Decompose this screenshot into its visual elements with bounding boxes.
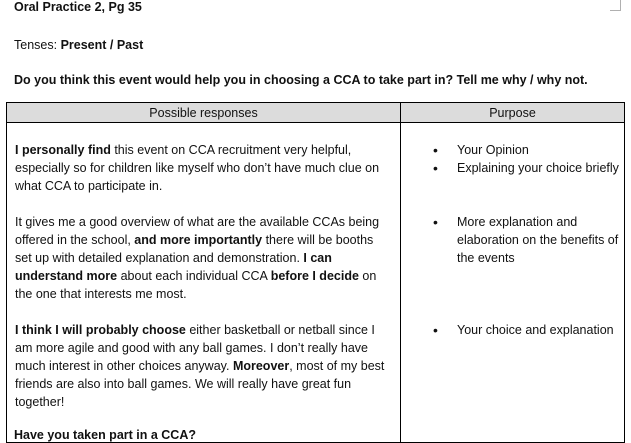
- response-phrase-bold: and more importantly: [134, 233, 263, 247]
- next-question-heading: Have you taken part in a CCA?: [14, 428, 196, 442]
- purpose-item: • More explanation and elaboration on the benefits of the events: [457, 213, 620, 267]
- purpose-item: • Your Opinion: [457, 141, 620, 159]
- responses-table: [6, 102, 625, 443]
- tenses-value: Present / Past: [60, 38, 144, 52]
- purpose-list: [429, 321, 620, 339]
- table-header-row: [7, 103, 625, 123]
- purpose-group: [429, 213, 620, 267]
- response-phrase: about each individual CCA: [117, 269, 271, 283]
- purpose-item: • Explaining your choice briefly: [457, 159, 620, 177]
- page-corner-mark: [610, 0, 621, 11]
- purpose-cell: [401, 123, 625, 443]
- question-text: Do you think this event would help you in choosing a CCA to take part in? Tell me why / why not.: [14, 73, 588, 87]
- purpose-group: [429, 141, 620, 177]
- response-phrase-bold: Moreover: [232, 359, 290, 373]
- responses-container: [15, 141, 392, 411]
- response-phrase: It gives me a good overview of what are the available CCAs being offered in the school,: [15, 215, 380, 247]
- header-possible-responses: Possible responses: [7, 103, 401, 123]
- responses-cell: [7, 123, 401, 443]
- response-phrase-bold: I think I will probably choose: [15, 323, 186, 337]
- purpose-list: [429, 141, 620, 177]
- response-phrase: on the one that interests me most.: [15, 269, 377, 301]
- table-row: [7, 123, 625, 443]
- header-purpose: Purpose: [401, 103, 625, 123]
- response-phrase: there will be booths set up with detailed explanation and demonstration.: [15, 233, 374, 265]
- purpose-item: • Your choice and explanation: [457, 321, 620, 339]
- purpose-group: [429, 321, 620, 339]
- purpose-container: [429, 141, 620, 339]
- page-title: Oral Practice 2, Pg 35: [14, 0, 142, 14]
- response-phrase: either basketball or netball since I am more agile and good with any ball games. I don’t really have much interest in other choices anyway.: [15, 323, 375, 373]
- tenses-label: Tenses:: [14, 38, 61, 52]
- response-phrase: , most of my best friends are also into ball games. We will really have great fun together!: [15, 359, 385, 409]
- response-paragraph: [15, 141, 392, 195]
- response-phrase-bold: I personally find: [15, 143, 111, 157]
- response-phrase-bold: I can understand more: [15, 251, 332, 283]
- tenses-line: [14, 38, 143, 52]
- response-phrase: this event on CCA recruitment very helpful, especially so for children like myself who don’t have much clue on what CCA to participate in.: [15, 143, 380, 193]
- response-paragraph: [15, 213, 392, 303]
- response-phrase-bold: before I decide: [270, 269, 359, 283]
- response-paragraph: [15, 321, 392, 411]
- purpose-list: [429, 213, 620, 267]
